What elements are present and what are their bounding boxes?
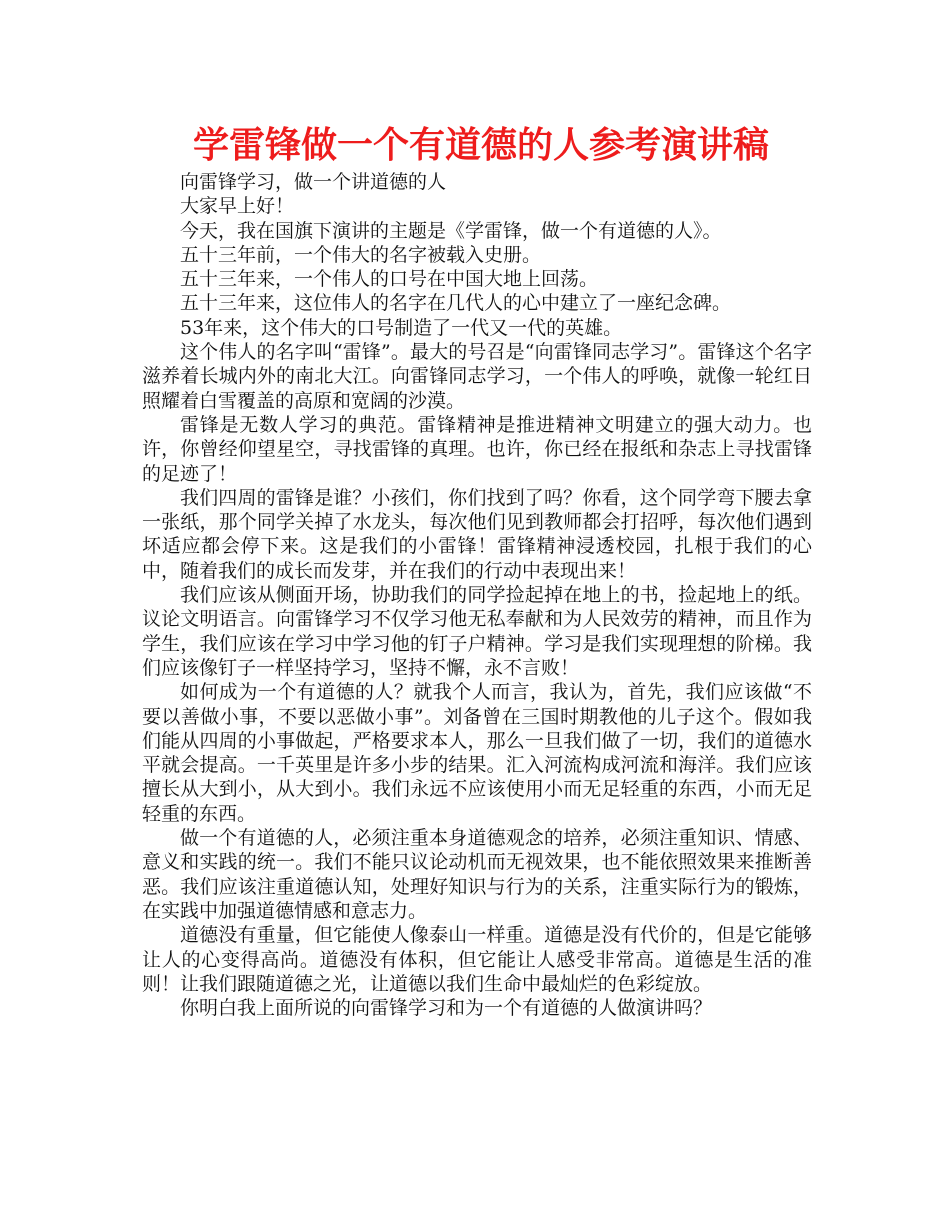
paragraph: 这个伟人的名字叫“雷锋”。最大的号召是“向雷锋同志学习”。雷锋这个名字滋养着长城内外的南北大江。向雷锋同志学习，一个伟人的呼唤，就像一轮红日照耀着白雪覆盖的高原和宽阔的沙漠。 xyxy=(142,341,812,412)
paragraph: 道德没有重量，但它能使人像泰山一样重。道德是没有代价的，但是它能够让人的心变得高尚。道德没有体积，但它能让人感受非常高。道德是生活的准则！让我们跟随道德之光，让道德以我们生命中最灿烂的色彩绽放。 xyxy=(142,924,812,995)
paragraph: 五十三年来，这位伟人的名字在几代人的心中建立了一座纪念碑。 xyxy=(180,292,732,315)
document-page xyxy=(142,122,812,1020)
paragraph: 你明白我上面所说的向雷锋学习和为一个有道德的人做演讲吗？ xyxy=(180,997,713,1020)
paragraph: 53年来，这个伟大的口号制造了一代又一代的英雄。 xyxy=(180,316,623,339)
paragraph: 我们应该从侧面开场，协助我们的同学捡起掉在地上的书，捡起地上的纸。议论文明语言。向雷锋学习不仅学习他无私奉献和为人民效劳的精神，而且作为学生，我们应该在学习中学习他的钉子户精神。学习是我们实现理想的阶梯。我们应该像钉子一样坚持学习，坚持不懈，永不言败！ xyxy=(142,584,812,679)
document-body xyxy=(142,170,812,1020)
paragraph: 五十三年来，一个伟人的口号在中国大地上回荡。 xyxy=(180,268,599,291)
paragraph: 我们四周的雷锋是谁？小孩们，你们找到了吗？你看，这个同学弯下腰去拿一张纸，那个同学关掉了水龙头，每次他们见到教师都会打招呼，每次他们遇到坏适应都会停下来。这是我们的小雷锋！雷锋精神浸透校园，扎根于我们的心中，随着我们的成长而发芽，并在我们的行动中表现出来！ xyxy=(142,486,812,582)
paragraph: 如何成为一个有道德的人？就我个人而言，我认为，首先，我们应该做“不要以善做小事，不要以恶做小事”。刘备曾在三国时期教他的儿子这个。假如我们能从四周的小事做起，严格要求本人，那么一旦我们做了一切，我们的道德水平就会提高。一千英里是许多小步的结果。汇入河流构成河流和海洋。我们应该擅长从大到小，从大到小。我们永远不应该使用小而无足轻重的东西，小而无足轻重的东西。 xyxy=(142,681,812,825)
paragraph: 向雷锋学习，做一个讲道德的人 xyxy=(180,171,447,193)
paragraph: 五十三年前，一个伟大的名字被载入史册。 xyxy=(180,243,542,266)
document-title: 学雷锋做一个有道德的人参考演讲稿 xyxy=(192,125,769,166)
paragraph: 做一个有道德的人，必须注重本身道德观念的培养，必须注重知识、情感、意义和实践的统一。我们不能只议论动机而无视效果，也不能依照效果来推断善恶。我们应该注重道德认知，处理好知识与行为的关系，注重实际行为的锻炼，在实践中加强道德情感和意志力。 xyxy=(142,827,812,922)
paragraph: 今天，我在国旗下演讲的主题是《学雷锋，做一个有道德的人》。 xyxy=(180,219,722,242)
paragraph: 雷锋是无数人学习的典范。雷锋精神是推进精神文明建立的强大动力。也许，你曾经仰望星空，寻找雷锋的真理。也许，你已经在报纸和杂志上寻找雷锋的足迹了！ xyxy=(142,413,812,485)
paragraph: 大家早上好！ xyxy=(180,195,295,218)
